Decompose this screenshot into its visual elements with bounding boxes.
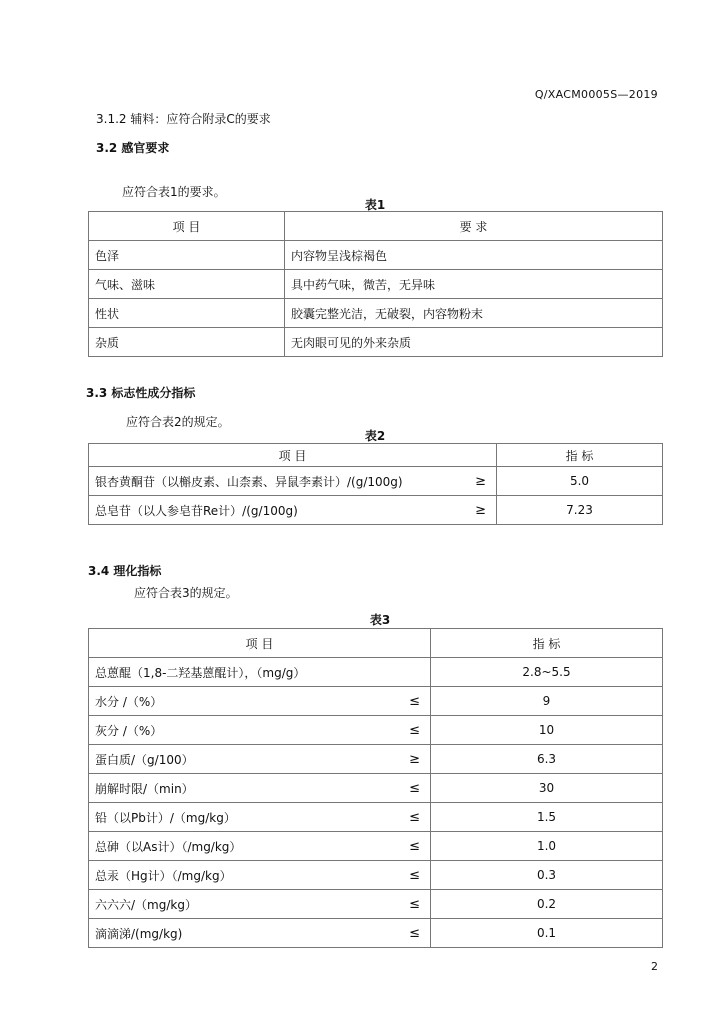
table1-header-requirement: 要 求 <box>285 212 663 241</box>
comparison-symbol: ≤ <box>409 867 420 883</box>
table1-cell: 具中药气味，微苦，无异味 <box>285 270 663 299</box>
table3-item-label: 铅（以Pb计）/（mg/kg） <box>95 810 236 825</box>
table3-item-label: 六六六/（mg/kg） <box>95 897 197 912</box>
table3-item-label: 总砷（以As计）（/mg/kg） <box>95 839 242 854</box>
table3-item-cell <box>89 890 431 919</box>
table1-cell: 气味、滋味 <box>89 270 285 299</box>
table3-value-cell: 0.3 <box>431 861 663 890</box>
comparison-symbol: ≥ <box>475 473 486 489</box>
table-row <box>89 496 663 525</box>
table1-caption: 表1 <box>364 198 386 212</box>
table3-item-cell <box>89 687 431 716</box>
table3-item-cell <box>89 832 431 861</box>
page-number: 2 <box>651 960 658 973</box>
table3-value-cell: 30 <box>431 774 663 803</box>
comparison-symbol: ≤ <box>409 896 420 912</box>
table2-header-index: 指 标 <box>497 444 663 467</box>
table1-cell: 无肉眼可见的外来杂质 <box>285 328 663 357</box>
table3-item-cell <box>89 716 431 745</box>
table-row <box>89 861 663 890</box>
table3-value-cell: 10 <box>431 716 663 745</box>
section-3-3-text: 应符合表2的规定。 <box>126 415 230 429</box>
table3-item-cell <box>89 919 431 948</box>
table-row <box>89 658 663 687</box>
table-row <box>89 745 663 774</box>
table-row <box>89 328 663 357</box>
table2 <box>88 443 663 525</box>
table-row <box>89 299 663 328</box>
document-code: Q/XACM0005S—2019 <box>534 88 658 101</box>
comparison-symbol: ≤ <box>409 925 420 941</box>
table3-item-cell <box>89 745 431 774</box>
table2-value-cell: 5.0 <box>497 467 663 496</box>
table3-caption: 表3 <box>369 613 391 627</box>
table1-cell: 胶囊完整光洁，无破裂，内容物粉末 <box>285 299 663 328</box>
table1-cell: 性状 <box>89 299 285 328</box>
table3 <box>88 628 663 948</box>
section-3-4-text: 应符合表3的规定。 <box>134 586 238 600</box>
table-row <box>89 241 663 270</box>
table2-item-label: 银杏黄酮苷（以槲皮素、山柰素、异鼠李素计）/(g/100g) <box>95 474 403 489</box>
table3-value-cell: 0.2 <box>431 890 663 919</box>
table3-item-cell <box>89 803 431 832</box>
table1 <box>88 211 663 357</box>
table2-item-cell <box>89 467 497 496</box>
comparison-symbol: ≤ <box>409 693 420 709</box>
section-3-1-2: 3.1.2 辅料：应符合附录C的要求 <box>96 112 271 126</box>
table3-header-row <box>89 629 663 658</box>
table3-item-cell <box>89 861 431 890</box>
comparison-symbol: ≤ <box>409 809 420 825</box>
table2-caption: 表2 <box>364 429 386 443</box>
table3-value-cell: 9 <box>431 687 663 716</box>
table3-item-label: 总蒽醌（1,8-二羟基蒽醌计），（mg/g） <box>95 665 306 680</box>
table1-header-row <box>89 212 663 241</box>
table3-value-cell: 1.5 <box>431 803 663 832</box>
table1-cell: 杂质 <box>89 328 285 357</box>
table3-value-cell: 1.0 <box>431 832 663 861</box>
table-row <box>89 919 663 948</box>
table-row <box>89 270 663 299</box>
table-row <box>89 467 663 496</box>
table3-value-cell: 2.8~5.5 <box>431 658 663 687</box>
section-3-2-text: 应符合表1的要求。 <box>122 185 226 199</box>
table3-item-label: 滴滴涕/(mg/kg) <box>95 926 183 941</box>
table3-header-item: 项 目 <box>89 629 431 658</box>
table-row <box>89 890 663 919</box>
comparison-symbol: ≤ <box>409 780 420 796</box>
table-row <box>89 832 663 861</box>
table2-value-cell: 7.23 <box>497 496 663 525</box>
table-row <box>89 803 663 832</box>
table3-value-cell: 6.3 <box>431 745 663 774</box>
table2-header-row <box>89 444 663 467</box>
table2-item-label: 总皂苷（以人参皂苷Re计）/(g/100g) <box>95 503 298 518</box>
table3-item-cell <box>89 774 431 803</box>
table3-item-cell <box>89 658 431 687</box>
table3-value-cell: 0.1 <box>431 919 663 948</box>
table2-header-item: 项 目 <box>89 444 497 467</box>
table3-item-label: 灰分 /（%） <box>95 723 163 738</box>
comparison-symbol: ≤ <box>409 838 420 854</box>
table-row <box>89 774 663 803</box>
table1-cell: 色泽 <box>89 241 285 270</box>
table-row <box>89 687 663 716</box>
comparison-symbol: ≤ <box>409 722 420 738</box>
table3-item-label: 蛋白质/（g/100） <box>95 752 194 767</box>
table1-cell: 内容物呈浅棕褐色 <box>285 241 663 270</box>
table3-item-label: 崩解时限/（min） <box>95 781 194 796</box>
section-3-4-heading: 3.4 理化指标 <box>88 564 162 578</box>
table3-item-label: 总汞（Hg计）（/mg/kg） <box>95 868 232 883</box>
section-3-2-heading: 3.2 感官要求 <box>96 141 170 155</box>
table3-item-label: 水分 /（%） <box>95 694 163 709</box>
table-row <box>89 716 663 745</box>
table3-header-index: 指 标 <box>431 629 663 658</box>
table1-header-item: 项 目 <box>89 212 285 241</box>
table2-item-cell <box>89 496 497 525</box>
section-3-3-heading: 3.3 标志性成分指标 <box>86 386 196 400</box>
comparison-symbol: ≥ <box>409 751 420 767</box>
comparison-symbol: ≥ <box>475 502 486 518</box>
